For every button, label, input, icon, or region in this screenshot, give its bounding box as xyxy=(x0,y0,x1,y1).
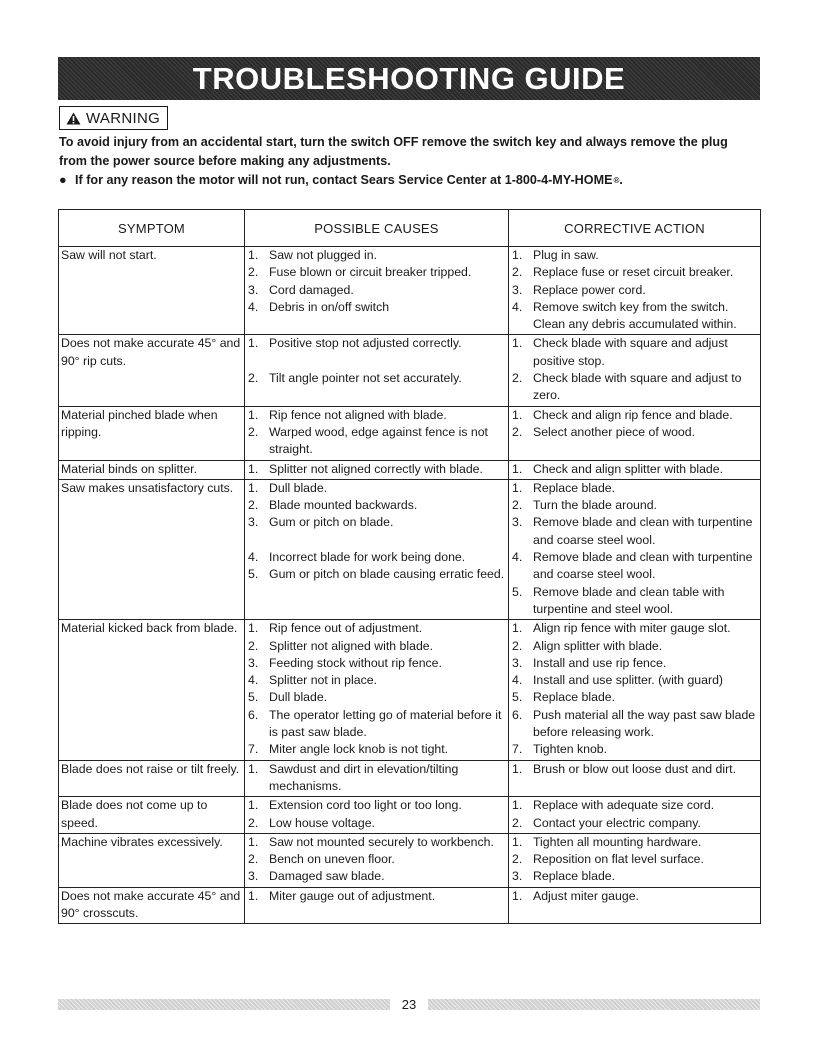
cause-item xyxy=(247,834,506,851)
cause-text: Gum or pitch on blade. xyxy=(269,515,394,530)
action-text: Check blade with square and adjust to zero. xyxy=(533,371,742,403)
actions-cell xyxy=(509,247,761,335)
cause-item xyxy=(247,638,506,655)
cause-number: 1. xyxy=(248,834,259,849)
cause-number: 1. xyxy=(248,888,259,903)
action-number: 5. xyxy=(512,584,523,599)
action-text: Push material all the way past saw blade before releasing work. xyxy=(533,707,756,740)
action-item xyxy=(511,620,758,637)
causes-cell xyxy=(245,247,509,335)
action-number: 4. xyxy=(512,299,523,314)
action-text: Replace fuse or reset circuit breaker. xyxy=(533,265,734,280)
action-number: 4. xyxy=(512,673,523,688)
symptom-cell: Machine vibrates excessively. xyxy=(59,833,245,887)
causes-cell xyxy=(245,797,509,834)
cause-text: Cord damaged. xyxy=(269,282,354,297)
cause-text: Rip fence out of adjustment. xyxy=(269,621,423,636)
action-number: 1. xyxy=(512,834,523,849)
cause-item xyxy=(247,707,506,742)
action-text: Check blade with square and adjust positive stop. xyxy=(533,336,728,368)
troubleshooting-table xyxy=(58,209,761,924)
page-title: TROUBLESHOOTING GUIDE xyxy=(192,60,626,96)
symptom-cell: Material pinched blade when ripping. xyxy=(59,406,245,460)
action-item xyxy=(511,707,758,742)
table-row xyxy=(59,247,761,335)
cause-item xyxy=(247,407,506,424)
cause-number: 2. xyxy=(248,815,259,830)
cause-text: Bench on uneven floor. xyxy=(269,852,395,867)
action-number: 2. xyxy=(512,424,523,439)
cause-item xyxy=(247,620,506,637)
table-row xyxy=(59,479,761,619)
actions-cell xyxy=(509,797,761,834)
action-number: 2. xyxy=(512,852,523,867)
cause-number: 3. xyxy=(248,869,259,884)
action-text: Install and use splitter. (with guard) xyxy=(533,673,724,688)
footer-bar-right xyxy=(428,999,760,1010)
cause-item xyxy=(247,815,506,832)
actions-cell xyxy=(509,460,761,479)
cause-number: 7. xyxy=(248,742,259,757)
cause-text: Low house voltage. xyxy=(269,815,375,830)
cause-number: 1. xyxy=(248,248,259,262)
cause-item xyxy=(247,851,506,868)
actions-cell xyxy=(509,406,761,460)
action-item xyxy=(511,461,758,478)
cause-number: 2. xyxy=(248,498,259,513)
cause-number: 1. xyxy=(248,336,259,351)
causes-cell xyxy=(245,335,509,406)
action-number: 1. xyxy=(512,336,523,351)
cause-number: 6. xyxy=(248,707,259,722)
action-text: Replace power cord. xyxy=(533,282,646,297)
action-item xyxy=(511,264,758,281)
action-text: Brush or blow out loose dust and dirt. xyxy=(533,761,737,776)
action-item xyxy=(511,584,758,619)
actions-cell xyxy=(509,833,761,887)
action-item xyxy=(511,424,758,441)
symptom-cell: Saw will not start. xyxy=(59,247,245,335)
action-item xyxy=(511,815,758,832)
action-item xyxy=(511,407,758,424)
cause-item xyxy=(247,461,506,478)
bullet-icon: ● xyxy=(59,173,67,187)
header-symptom: SYMPTOM xyxy=(59,210,245,247)
cause-number: 1. xyxy=(248,798,259,813)
cause-item xyxy=(247,497,506,514)
symptom-cell: Does not make accurate 45° and 90° rip cuts. xyxy=(59,335,245,406)
cause-item xyxy=(247,299,506,316)
cause-item xyxy=(247,672,506,689)
action-item xyxy=(511,480,758,497)
action-number: 1. xyxy=(512,461,523,476)
causes-cell xyxy=(245,479,509,619)
page-footer xyxy=(58,998,760,1011)
cause-text: The operator letting go of material before it is past saw blade. xyxy=(269,707,502,740)
cause-item xyxy=(247,761,506,796)
symptom-cell: Blade does not raise or tilt freely. xyxy=(59,760,245,797)
cause-text: Damaged saw blade. xyxy=(269,869,385,884)
table-row xyxy=(59,833,761,887)
action-item xyxy=(511,638,758,655)
action-item xyxy=(511,689,758,706)
action-text: Contact your electric company. xyxy=(533,815,701,830)
cause-text: Incorrect blade for work being done. xyxy=(269,549,466,564)
causes-cell xyxy=(245,406,509,460)
cause-item xyxy=(247,480,506,497)
action-item xyxy=(511,888,758,905)
cause-item xyxy=(247,424,506,459)
cause-number: 5. xyxy=(248,690,259,705)
action-item xyxy=(511,797,758,814)
action-text: Replace blade. xyxy=(533,690,616,705)
action-number: 2. xyxy=(512,638,523,653)
symptom-cell: Saw makes unsatisfactory cuts. xyxy=(59,479,245,619)
cause-text: Miter angle lock knob is not tight. xyxy=(269,742,449,757)
warning-triangle-icon xyxy=(66,112,81,125)
cause-number: 2. xyxy=(248,852,259,867)
cause-number: 3. xyxy=(248,655,259,670)
registered-mark-icon: ® xyxy=(613,176,620,185)
actions-cell xyxy=(509,760,761,797)
action-text: Plug in saw. xyxy=(533,248,599,262)
cause-number: 4. xyxy=(248,673,259,688)
action-number: 2. xyxy=(512,265,523,280)
cause-text: Debris in on/off switch xyxy=(269,299,390,314)
causes-cell xyxy=(245,460,509,479)
action-number: 1. xyxy=(512,480,523,495)
cause-item xyxy=(247,868,506,885)
action-number: 2. xyxy=(512,498,523,513)
action-item xyxy=(511,851,758,868)
cause-item xyxy=(247,549,506,566)
action-item xyxy=(511,761,758,778)
action-text: Check and align rip fence and blade. xyxy=(533,407,733,422)
symptom-cell: Does not make accurate 45° and 90° crosscuts. xyxy=(59,887,245,924)
table-row xyxy=(59,460,761,479)
actions-cell xyxy=(509,620,761,760)
causes-cell xyxy=(245,620,509,760)
cause-number: 1. xyxy=(248,407,259,422)
cause-text: Blade mounted backwards. xyxy=(269,498,418,513)
actions-cell xyxy=(509,479,761,619)
warning-label-box xyxy=(59,106,168,130)
action-item xyxy=(511,299,758,334)
table-header-row xyxy=(59,210,761,247)
action-text: Install and use rip fence. xyxy=(533,655,667,670)
cause-item xyxy=(247,370,506,387)
cause-text: Extension cord too light or too long. xyxy=(269,798,462,813)
service-text: If for any reason the motor will not run, contact Sears Service Center at 1-800-4-MY-HOME xyxy=(75,173,613,187)
cause-number: 1. xyxy=(248,621,259,636)
action-number: 7. xyxy=(512,742,523,757)
action-item xyxy=(511,497,758,514)
action-item xyxy=(511,741,758,758)
action-text: Remove blade and clean with turpentine and coarse steel wool. xyxy=(533,515,753,547)
action-item xyxy=(511,370,758,405)
action-item xyxy=(511,549,758,584)
causes-cell xyxy=(245,887,509,924)
table-row xyxy=(59,760,761,797)
action-number: 3. xyxy=(512,282,523,297)
action-number: 1. xyxy=(512,888,523,903)
causes-cell xyxy=(245,833,509,887)
cause-item xyxy=(247,655,506,672)
action-number: 1. xyxy=(512,798,523,813)
cause-number: 1. xyxy=(248,761,259,776)
header-possible-causes: POSSIBLE CAUSES xyxy=(245,210,509,247)
action-text: Replace blade. xyxy=(533,480,616,495)
action-number: 2. xyxy=(512,371,523,386)
table-row xyxy=(59,335,761,406)
cause-text: Fuse blown or circuit breaker tripped. xyxy=(269,265,472,280)
action-number: 2. xyxy=(512,815,523,830)
table-row xyxy=(59,620,761,760)
action-number: 3. xyxy=(512,869,523,884)
cause-number: 1. xyxy=(248,461,259,476)
footer-bar-left xyxy=(58,999,390,1010)
action-number: 1. xyxy=(512,621,523,636)
cause-text: Tilt angle pointer not set accurately. xyxy=(269,370,462,385)
cause-number: 2. xyxy=(248,370,259,385)
cause-item xyxy=(247,888,506,905)
service-bullet xyxy=(59,171,759,190)
cause-text: Dull blade. xyxy=(269,480,328,495)
cause-item xyxy=(247,264,506,281)
action-number: 6. xyxy=(512,707,523,722)
cause-text: Positive stop not adjusted correctly. xyxy=(269,336,462,351)
service-text-end: . xyxy=(619,173,623,187)
cause-text: Feeding stock without rip fence. xyxy=(269,655,442,670)
cause-text: Miter gauge out of adjustment. xyxy=(269,888,436,903)
cause-number: 5. xyxy=(248,567,259,582)
cause-text: Splitter not in place. xyxy=(269,673,378,688)
action-item xyxy=(511,655,758,672)
symptom-cell: Blade does not come up to speed. xyxy=(59,797,245,834)
action-text: Replace blade. xyxy=(533,869,616,884)
cause-item xyxy=(247,514,506,531)
cause-number: 2. xyxy=(248,424,259,439)
action-text: Reposition on flat level surface. xyxy=(533,852,704,867)
cause-text: Warped wood, edge against fence is not straight. xyxy=(269,424,488,457)
action-item xyxy=(511,335,758,370)
action-text: Tighten all mounting hardware. xyxy=(533,834,702,849)
action-number: 1. xyxy=(512,407,523,422)
cause-text: Saw not plugged in. xyxy=(269,248,378,262)
cause-item xyxy=(247,247,506,264)
warning-text: To avoid injury from an accidental start, turn the switch OFF remove the switch key and always remove the plug from the power source before making any adjustments. xyxy=(59,135,728,168)
action-item xyxy=(511,834,758,851)
page-number: 23 xyxy=(401,997,417,1012)
table-row xyxy=(59,887,761,924)
cause-text: Gum or pitch on blade causing erratic feed. xyxy=(269,567,505,582)
action-number: 5. xyxy=(512,690,523,705)
cause-text: Rip fence not aligned with blade. xyxy=(269,407,447,422)
cause-number: 1. xyxy=(248,480,259,495)
action-item xyxy=(511,868,758,885)
action-text: Remove blade and clean with turpentine and coarse steel wool. xyxy=(533,550,753,582)
symptom-cell: Material kicked back from blade. xyxy=(59,620,245,760)
action-text: Adjust miter gauge. xyxy=(533,888,639,903)
action-text: Remove switch key from the switch. Clean any debris accumulated within. xyxy=(533,299,737,332)
action-number: 3. xyxy=(512,515,523,530)
causes-cell xyxy=(245,760,509,797)
title-banner xyxy=(58,57,760,100)
cause-text: Saw not mounted securely to workbench. xyxy=(269,834,494,849)
cause-number: 4. xyxy=(248,549,259,564)
cause-text: Splitter not aligned with blade. xyxy=(269,638,434,653)
action-text: Tighten knob. xyxy=(533,742,608,757)
header-corrective-action: CORRECTIVE ACTION xyxy=(509,210,761,247)
action-item xyxy=(511,514,758,549)
action-item xyxy=(511,672,758,689)
action-text: Turn the blade around. xyxy=(533,498,657,513)
action-number: 3. xyxy=(512,655,523,670)
table-row xyxy=(59,406,761,460)
symptom-cell: Material binds on splitter. xyxy=(59,460,245,479)
actions-cell xyxy=(509,887,761,924)
cause-number: 3. xyxy=(248,282,259,297)
action-item xyxy=(511,247,758,264)
action-number: 4. xyxy=(512,550,523,565)
table-row xyxy=(59,797,761,834)
cause-number: 2. xyxy=(248,265,259,280)
cause-number: 2. xyxy=(248,638,259,653)
cause-text: Sawdust and dirt in elevation/tilting mechanisms. xyxy=(269,761,459,793)
action-item xyxy=(511,282,758,299)
action-number: 1. xyxy=(512,761,523,776)
warning-label: WARNING xyxy=(86,109,161,127)
cause-number: 4. xyxy=(248,299,259,314)
action-text: Select another piece of wood. xyxy=(533,424,696,439)
action-number: 1. xyxy=(512,248,523,262)
cause-text: Splitter not aligned correctly with blade. xyxy=(269,461,483,476)
cause-item xyxy=(247,566,506,583)
cause-item xyxy=(247,741,506,758)
cause-item xyxy=(247,797,506,814)
action-text: Align splitter with blade. xyxy=(533,638,663,653)
action-text: Check and align splitter with blade. xyxy=(533,461,724,476)
action-text: Align rip fence with miter gauge slot. xyxy=(533,621,731,636)
cause-text: Dull blade. xyxy=(269,690,328,705)
cause-item xyxy=(247,335,506,352)
cause-item xyxy=(247,689,506,706)
cause-number: 3. xyxy=(248,515,259,530)
action-text: Replace with adequate size cord. xyxy=(533,798,715,813)
actions-cell xyxy=(509,335,761,406)
action-text: Remove blade and clean table with turpentine and steel wool. xyxy=(533,584,725,616)
cause-item xyxy=(247,282,506,299)
